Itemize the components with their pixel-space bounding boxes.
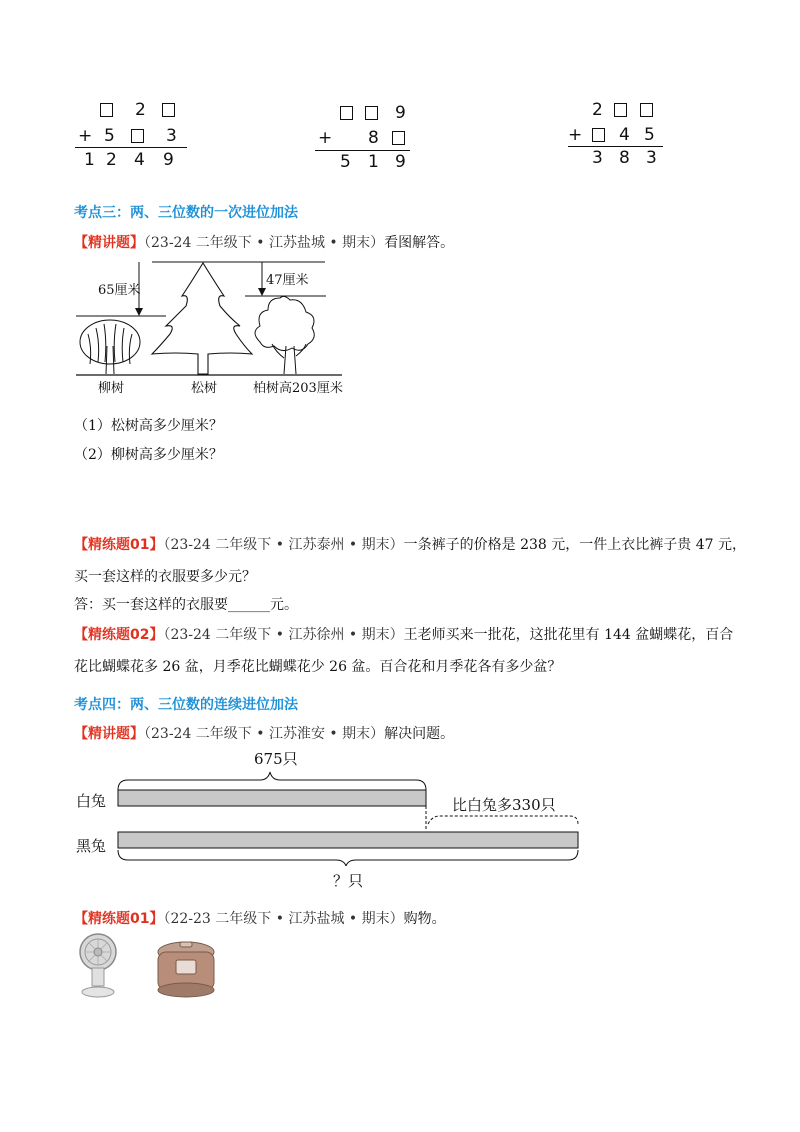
sub-question-2: （2）柳树高多少厘米？ — [74, 447, 223, 463]
black-rabbit-bar — [118, 832, 578, 848]
label-cypress: 柏树高203厘米 — [253, 381, 343, 396]
question-line — [74, 232, 454, 252]
label-more: 比白兔多330只 — [452, 796, 556, 814]
digit: 2 — [106, 150, 117, 170]
practice-tag: 【精练题01】 — [74, 911, 164, 927]
answer-box[interactable] — [614, 103, 627, 117]
question-text: 解决问题。 — [384, 726, 455, 742]
practice-1-line — [74, 534, 746, 554]
section-title: 考点四：两、三位数的连续进位加法 — [74, 697, 298, 713]
digit: 1 — [84, 150, 95, 170]
plus-sign: + — [78, 126, 93, 146]
practice-2-line2: 花比蝴蝶花多 26 盆，月季花比蝴蝶花少 26 盆。百合花和月季花各有多少盆？ — [74, 659, 562, 675]
sum-line — [75, 147, 187, 148]
answer-box[interactable] — [365, 106, 378, 120]
digit: 9 — [395, 103, 406, 123]
question-tag: 【精讲题】 — [74, 235, 144, 251]
answer-box[interactable] — [131, 129, 144, 143]
question-source: （23-24 二年级下 • 江苏淮安 • 期末） — [144, 726, 385, 742]
answer-box[interactable] — [100, 103, 113, 117]
label-675: 675只 — [254, 750, 298, 768]
digit: 8 — [368, 128, 379, 148]
digit: 2 — [592, 100, 603, 120]
willow-tree-icon — [80, 320, 140, 374]
section-title: 考点三：两、三位数的一次进位加法 — [74, 205, 298, 221]
digit: 3 — [166, 126, 177, 146]
arrow-down-icon — [258, 288, 266, 296]
answer-box[interactable] — [162, 103, 175, 117]
label-47cm: 47厘米 — [266, 273, 309, 288]
digit: 5 — [644, 125, 655, 145]
digit: 3 — [646, 148, 657, 168]
digit: 8 — [619, 148, 630, 168]
label-willow: 柳树 — [98, 381, 125, 396]
practice-source: （22-23 二年级下 • 江苏盐城 • 期末） — [163, 911, 404, 927]
bottom-brace — [118, 850, 578, 866]
answer-box[interactable] — [640, 103, 653, 117]
digit: 9 — [395, 152, 406, 172]
extra-brace — [428, 816, 578, 824]
practice-source: （23-24 二年级下 • 江苏徐州 • 期末） — [163, 627, 404, 643]
practice-source: （23-24 二年级下 • 江苏泰州 • 期末） — [163, 537, 404, 553]
rabbit-bar-diagram — [110, 770, 590, 866]
practice-text: 王老师买来一批花，这批花里有 144 盆蝴蝶花，百合 — [403, 627, 734, 643]
question-text: 看图解答。 — [384, 235, 455, 251]
digit: 9 — [163, 150, 174, 170]
label-white-rabbit: 白兔 — [76, 792, 107, 810]
rice-cooker-icon — [154, 938, 218, 1000]
plus-sign: + — [568, 125, 583, 145]
plus-sign: + — [318, 128, 333, 148]
label-pine: 松树 — [191, 381, 218, 396]
digit: 4 — [134, 150, 145, 170]
practice-2-line — [74, 624, 733, 644]
practice-text: 购物。 — [403, 911, 446, 927]
cypress-tree-icon — [255, 296, 314, 374]
digit: 1 — [368, 152, 379, 172]
arrow-down-icon — [135, 308, 143, 316]
digit: 4 — [619, 125, 630, 145]
sum-line — [568, 146, 663, 147]
digit: 5 — [104, 126, 115, 146]
white-rabbit-bar — [118, 790, 426, 806]
practice-tag: 【精练题01】 — [74, 537, 164, 553]
question-line — [74, 723, 454, 743]
digit: 3 — [592, 148, 603, 168]
answer-box[interactable] — [340, 106, 353, 120]
label-unknown: ？只 — [333, 872, 364, 890]
practice-tag: 【精练题02】 — [74, 627, 164, 643]
question-source: （23-24 二年级下 • 江苏盐城 • 期末） — [144, 235, 385, 251]
practice-text: 一条裤子的价格是 238 元，一件上衣比裤子贵 47 元， — [403, 537, 746, 553]
practice-3-line — [74, 908, 446, 928]
label-black-rabbit: 黑兔 — [76, 837, 107, 855]
digit: 5 — [340, 152, 351, 172]
sum-line — [315, 150, 410, 151]
top-brace — [118, 772, 426, 790]
practice-1-line2: 买一套这样的衣服要多少元？ — [74, 569, 256, 585]
answer-box[interactable] — [392, 131, 405, 145]
label-65cm: 65厘米 — [98, 283, 141, 298]
sub-question-1: （1）松树高多少厘米？ — [74, 418, 223, 434]
electric-fan-icon — [72, 932, 128, 1000]
answer-box[interactable] — [592, 128, 605, 142]
digit: 2 — [135, 100, 146, 120]
question-tag: 【精讲题】 — [74, 726, 144, 742]
practice-1-answer: 答：买一套这样的衣服要______元。 — [74, 597, 298, 613]
pine-tree-icon — [152, 263, 252, 374]
